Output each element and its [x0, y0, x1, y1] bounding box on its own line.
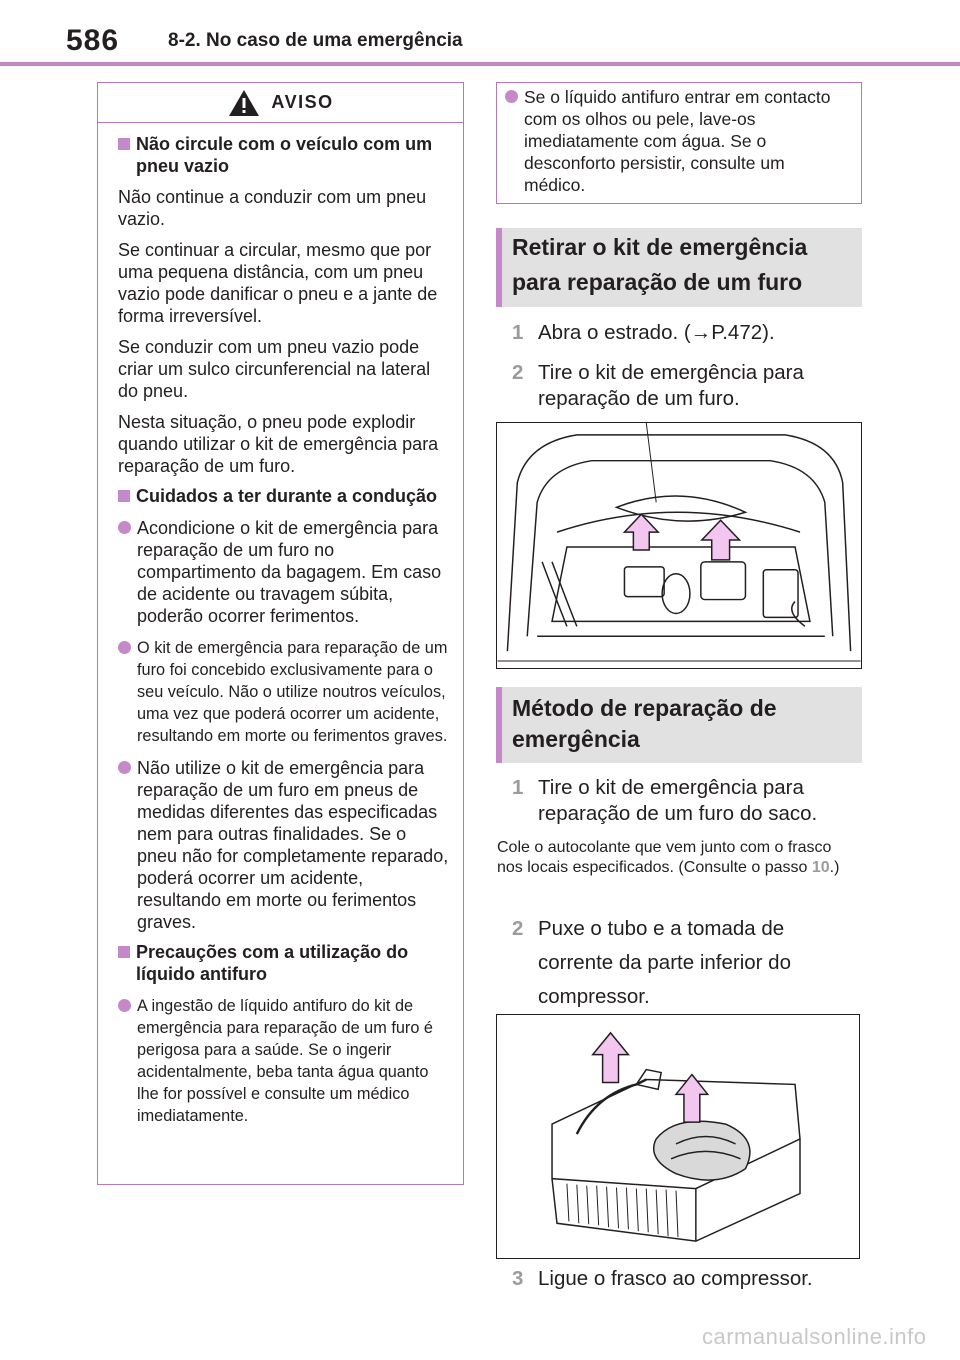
warning-title: AVISO	[271, 92, 334, 112]
warning-paragraph: Se conduzir com um pneu vazio pode criar um sulco circunferencial na lateral do pneu.	[118, 337, 431, 401]
page-number: 586	[66, 24, 120, 57]
step	[512, 360, 862, 412]
dot-bullet-icon	[118, 761, 131, 774]
step	[512, 912, 862, 1014]
warning-paragraph: Não continue a conduzir com um pneu vazio.	[118, 187, 427, 229]
warning-bullet: Acondicione o kit de emergência para reparação de um furo no compartimento da bagagem. Em caso de acidente ou travagem súbita, poderão ocorrer ferimentos.	[118, 517, 451, 627]
warning-bullet: Não utilize o kit de emergência para reparação de um furo em pneus de medidas diferentes das especificadas nem para outras finalidades. Se o pneu não for completamente reparado, poderá ocorrer um acidente, resultando em morte ou ferimentos graves.	[118, 757, 451, 933]
step	[512, 320, 862, 346]
step-text: Tire o kit de emergência para reparação de um furo.	[538, 361, 804, 410]
header-rule	[0, 62, 960, 66]
square-bullet-icon	[118, 490, 130, 502]
warning-bullet: O kit de emergência para reparação de um furo foi concebido exclusivamente para o seu veículo. Não o utilize noutros veículos, uma vez que poderá ocorrer um acidente, resultando em morte ou ferimentos graves.	[118, 637, 451, 747]
step-text: Ligue o frasco ao compressor.	[538, 1267, 813, 1290]
section-heading: Método de reparação de emergência	[496, 687, 862, 763]
warning-heading: Precauções com a utilização do líquido antifuro	[118, 941, 451, 985]
section-heading: Retirar o kit de emergência para reparação de um furo	[496, 228, 862, 307]
step-text: Tire o kit de emergência para reparação de um furo do saco.	[538, 776, 818, 825]
step-reference: 10	[811, 859, 830, 876]
trunk-illustration	[496, 422, 862, 669]
compressor-illustration	[496, 1014, 860, 1259]
warning-heading: Cuidados a ter durante a condução	[118, 485, 451, 507]
square-bullet-icon	[118, 138, 130, 150]
step-number: 1	[512, 776, 524, 799]
dot-bullet-icon	[505, 90, 518, 103]
step-number: 3	[512, 1267, 524, 1290]
square-bullet-icon	[118, 946, 130, 958]
dot-bullet-icon	[118, 641, 131, 654]
step-text: Abra o estrado. (→P.472).	[538, 321, 775, 344]
warning-bullet: A ingestão de líquido antifuro do kit de emergência para reparação de um furo é perigosa para a saúde. Se o ingerir acidentalmente, beba tanta água quanto lhe for possível e consulte um médico imediatamente.	[118, 995, 451, 1127]
warning-paragraph: Se continuar a circular, mesmo que por uma pequena distância, com um pneu vazio pode danificar o pneu e a jante de forma irreversível.	[118, 240, 438, 326]
warning-continued-box	[496, 82, 862, 204]
step	[512, 775, 862, 827]
step	[512, 1266, 862, 1292]
warning-paragraph: Nesta situação, o pneu pode explodir quando utilizar o kit de emergência para reparação de um furo.	[118, 412, 439, 476]
step-text: Puxe o tubo e a tomada de corrente da parte inferior do compressor.	[538, 917, 791, 1008]
step-number: 2	[512, 917, 524, 940]
watermark: carmanualsonline.info	[702, 1324, 927, 1349]
step-number: 2	[512, 361, 524, 384]
warning-bullet: Se o líquido antifuro entrar em contacto com os olhos ou pele, lave-os imediatamente com água. Se o desconforto persistir, consulte um médico.	[505, 86, 849, 196]
warning-body	[98, 123, 463, 1127]
step-number: 1	[512, 321, 524, 344]
warning-heading: Não circule com o veículo com um pneu vazio	[118, 133, 451, 177]
warning-triangle-icon	[227, 88, 261, 118]
warning-header	[98, 83, 463, 123]
dot-bullet-icon	[118, 521, 131, 534]
step-note: Cole o autocolante que vem junto com o frasco nos locais especificados. (Consulte o passo 10.)	[497, 839, 840, 876]
section-title: 8-2. No caso de uma emergência	[168, 30, 463, 51]
warning-box	[97, 82, 464, 1185]
dot-bullet-icon	[118, 999, 131, 1012]
